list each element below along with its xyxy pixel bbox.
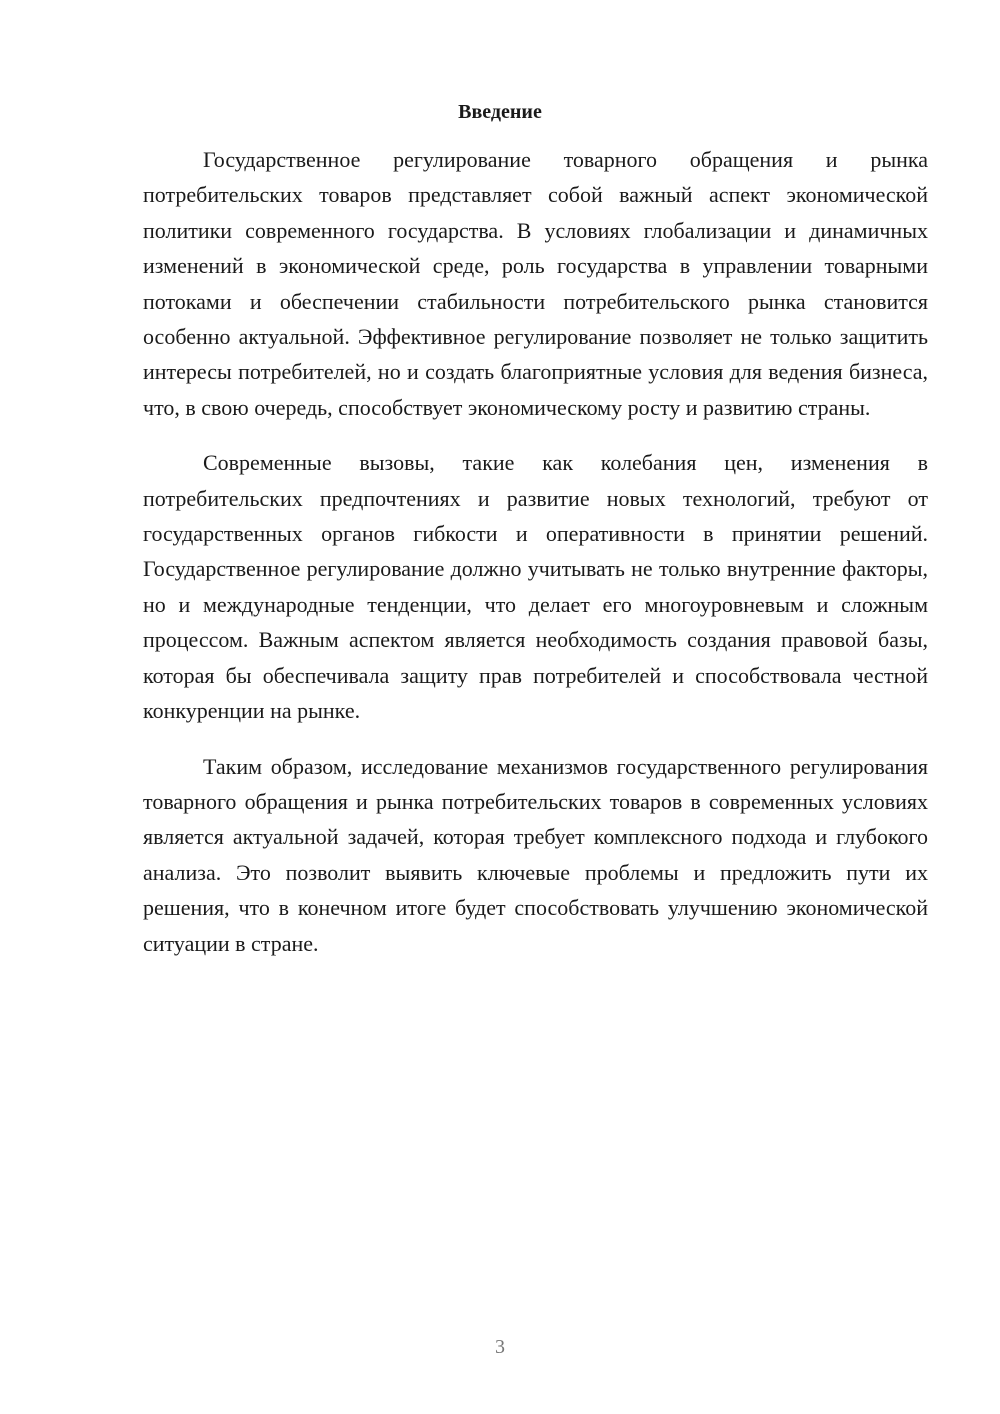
page-title: Введение <box>458 101 542 123</box>
page-number: 3 <box>495 1336 505 1358</box>
paragraph-2: Современные вызовы, такие как колебания цен, изменения в потребительских предпочтениях и развитие новых технологий, требуют от государственных органов гибкости и оперативности в принятии решений. Государственное регулирование должно учитывать не только внутренние факторы, но и международные тенденции, что делает его многоуровневым и сложным процессом. Важным аспектом является необходимость создания правовой базы, которая бы обеспечивала защиту прав потребителей и способствовала честной конкуренции на рынке. <box>143 450 928 724</box>
document-body <box>143 142 928 981</box>
paragraph-1: Государственное регулирование товарного обращения и рынка потребительских товаров представляет собой важный аспект экономической политики современного государства. В условиях глобализации и динамичных изменений в экономической среде, роль государства в управлении товарными потоками и обеспечении стабильности потребительского рынка становится особенно актуальной. Эффективное регулирование позволяет не только защитить интересы потребителей, но и создать благоприятные условия для ведения бизнеса, что, в свою очередь, способствует экономическому росту и развитию страны. <box>143 147 928 420</box>
paragraph-3: Таким образом, исследование механизмов государственного регулирования товарного обращения и рынка потребительских товаров в современных условиях является актуальной задачей, которая требует комплексного подхода и глубокого анализа. Это позволит выявить ключевые проблемы и предложить пути их решения, что в конечном итоге будет способствовать улучшению экономической ситуации в стране. <box>143 753 928 956</box>
